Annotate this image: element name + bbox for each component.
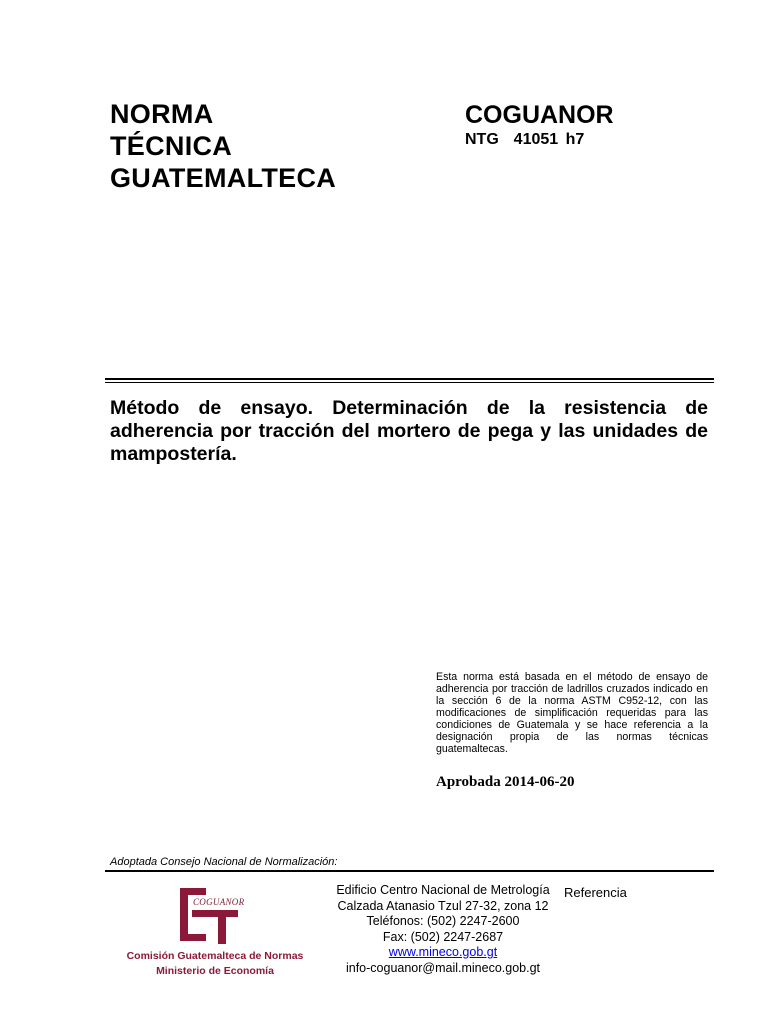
address-line-1: Edificio Centro Nacional de Metrología [336, 883, 550, 897]
logo-text: COGUANOR [193, 897, 245, 907]
approval-date: Aprobada 2014-06-20 [436, 774, 575, 790]
phone-line: Teléfonos: (502) 2247-2600 [366, 914, 520, 928]
address-line-2: Calzada Atanasio Tzul 27-32, zona 12 [337, 898, 549, 913]
basis-note: Esta norma está basada en el método de ensayo de adherencia por tracción de ladrillos cruzados indicado en la sección 6 de la norma ASTM C952-12, con las modificaciones de simplificación requeridas para las condiciones de Guatemala y se hace referencia a la designación propia de las normas técnicas guatemaltecas. [436, 671, 708, 755]
title-divider [105, 378, 714, 383]
commission-line-1: Comisión Guatemalteca de Normas [126, 950, 304, 962]
website-link[interactable]: www.mineco.gob.gt [388, 945, 498, 959]
title-line-2: TÉCNICA [110, 131, 233, 161]
document-title: Método de ensayo. Determinación de la resistencia de adherencia por tracción del mortero de pega y las unidades de mampostería. [110, 397, 708, 465]
email-line: info-coguanor@mail.mineco.gob.gt [345, 960, 541, 975]
commission-name [100, 949, 330, 979]
footer-divider [105, 870, 714, 872]
reference-label: Referencia [564, 885, 627, 900]
fax-line: Fax: (502) 2247-2687 [382, 929, 504, 944]
standard-code: NTG 41051 h7 [465, 131, 585, 148]
org-block [465, 100, 614, 150]
commission-line-2: Ministerio de Economía [156, 965, 274, 977]
coguanor-logo-icon [176, 884, 256, 946]
org-name: COGUANOR [465, 101, 614, 129]
title-line-1: NORMA [110, 99, 214, 129]
title-line-3: GUATEMALTECA [110, 163, 337, 193]
adopted-label: Adoptada Consejo Nacional de Normalización: [110, 856, 338, 868]
standard-title [110, 98, 336, 194]
contact-address [333, 883, 553, 976]
